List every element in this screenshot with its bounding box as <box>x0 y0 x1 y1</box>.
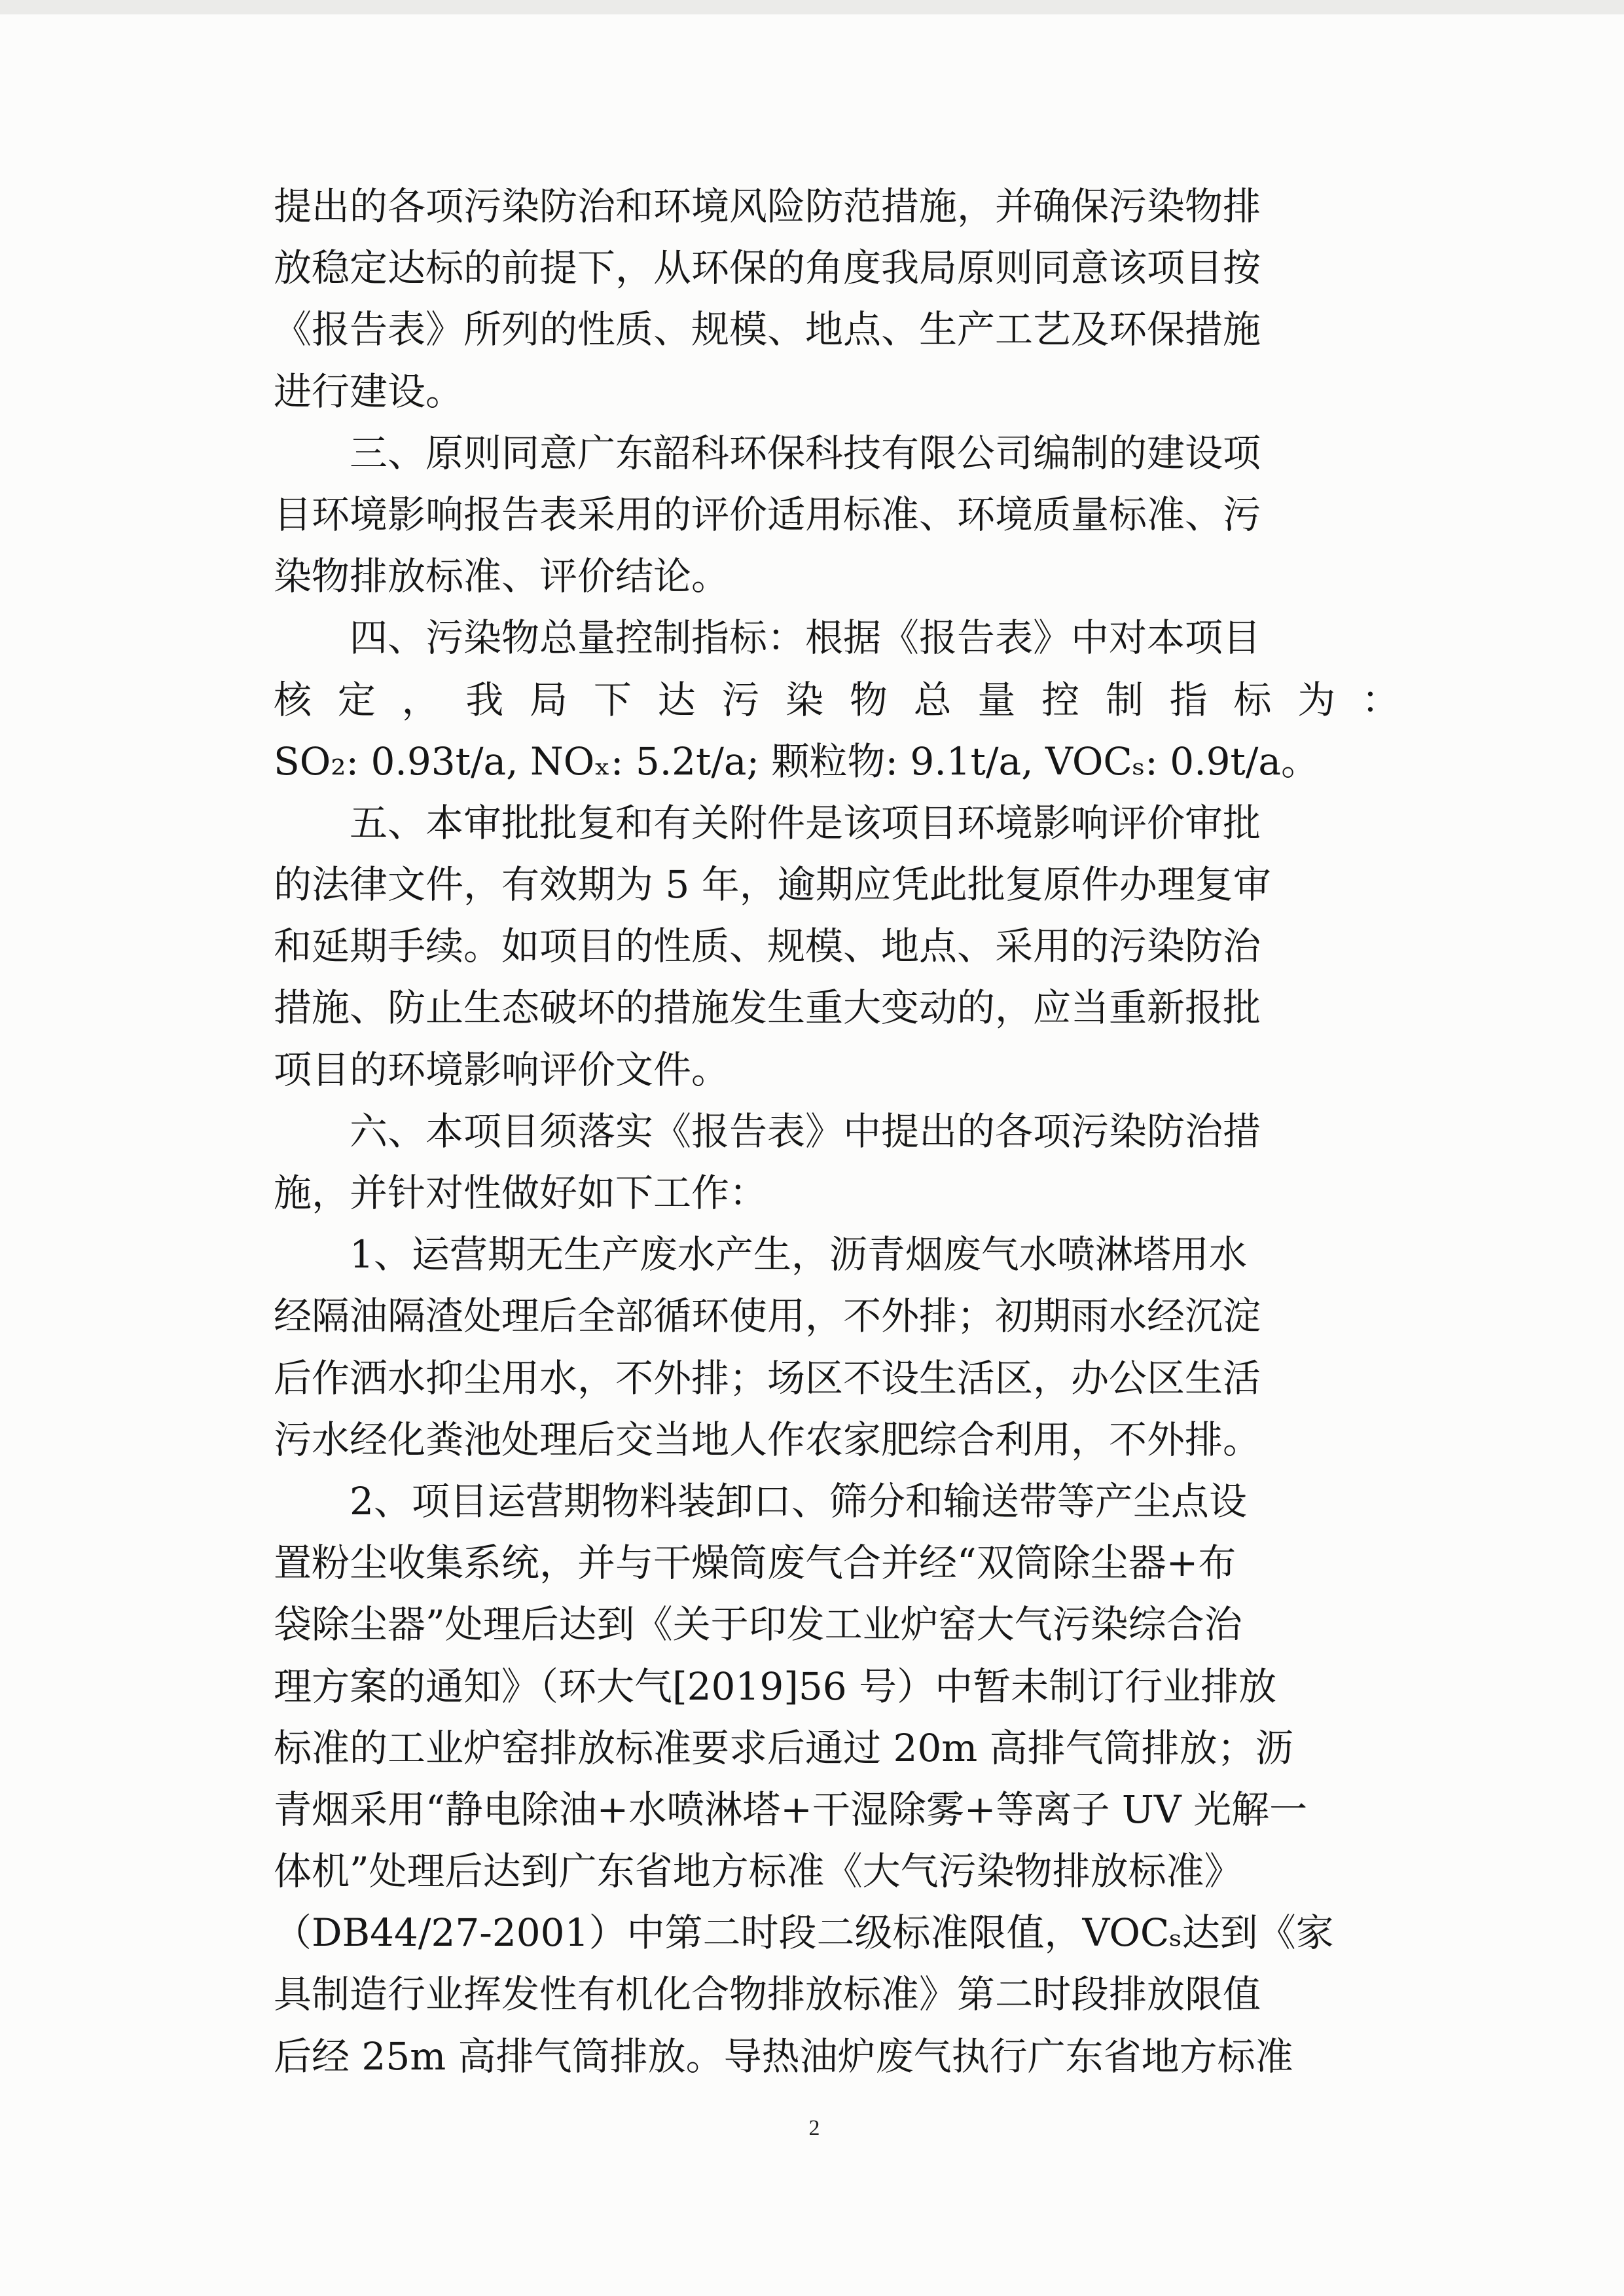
body-line: 的法律文件，有效期为 5 年，逾期应凭此批复原件办理复审 <box>274 862 1271 907</box>
body-line: （DB44/27-2001）中第二时段二级标准限值，VOCₛ达到《家 <box>274 1910 1334 1956</box>
paragraph-3-heading-line: 三、原则同意广东韶科环保科技有限公司编制的建设项 <box>350 430 1261 475</box>
body-line: 后作洒水抑尘用水，不外排；场区不设生活区，办公区生活 <box>274 1355 1261 1400</box>
body-line: 标准的工业炉窑排放标准要求后通过 20m 高排气筒排放；沥 <box>274 1725 1293 1770</box>
body-line: 青烟采用“静电除油+水喷淋塔+干湿除雾+等离子 UV 光解一 <box>274 1787 1308 1832</box>
body-line: 袋除尘器”处理后达到《关于印发工业炉窑大气污染综合治 <box>274 1602 1242 1647</box>
body-line: 体机”处理后达到广东省地方标准《大气污染物排放标准》 <box>274 1849 1242 1894</box>
document-body <box>274 175 1399 2087</box>
body-line: 施，并针对性做好如下工作： <box>274 1171 768 1215</box>
body-line: 理方案的通知》（环大气[2019]56 号）中暂未制订行业排放 <box>274 1664 1277 1709</box>
body-line: 目环境影响报告表采用的评价适用标准、环境质量标准、污 <box>274 492 1261 537</box>
body-line: 进行建设。 <box>274 369 464 414</box>
paragraph-4-heading-line: 四、污染物总量控制指标：根据《报告表》中对本项目 <box>350 615 1261 661</box>
body-line: 放稳定达标的前提下，从环保的角度我局原则同意该项目按 <box>274 246 1261 291</box>
body-line-spaced: 核定，我局下达污染物总量控制指标为： <box>274 677 1399 722</box>
body-line: 污水经化粪池处理后交当地人作农家肥综合利用，不外排。 <box>274 1417 1261 1462</box>
body-line: 后经 25m 高排气筒排放。导热油炉废气执行广东省地方标准 <box>274 2033 1293 2079</box>
body-line: 染物排放标准、评价结论。 <box>274 554 730 599</box>
body-line: 《报告表》所列的性质、规模、地点、生产工艺及环保措施 <box>274 307 1261 352</box>
body-line: 措施、防止生态破坏的措施发生重大变动的，应当重新报批 <box>274 985 1261 1030</box>
body-line: 提出的各项污染防治和环境风险防范措施，并确保污染物排 <box>274 184 1261 228</box>
paragraph-6-heading-line: 六、本项目须落实《报告表》中提出的各项污染防治措 <box>350 1108 1261 1154</box>
emission-limits-line: SO₂: 0.93t/a, NOₓ: 5.2t/a; 颗粒物: 9.1t/a, VOCₛ: 0.9t/a。 <box>274 738 1319 784</box>
body-line: 经隔油隔渣处理后全部循环使用，不外排；初期雨水经沉淀 <box>274 1294 1261 1339</box>
item-2-heading-line: 2、项目运营期物料装卸口、筛分和输送带等产尘点设 <box>350 1478 1247 1523</box>
body-line: 置粉尘收集系统，并与干燥筒废气合并经“双筒除尘器+布 <box>274 1540 1236 1586</box>
scan-top-edge <box>0 0 1624 14</box>
body-line: 具制造行业挥发性有机化合物排放标准》第二时段排放限值 <box>274 1972 1261 2017</box>
body-line: 项目的环境影响评价文件。 <box>274 1047 730 1092</box>
body-line: 和延期手续。如项目的性质、规模、地点、采用的污染防治 <box>274 924 1261 969</box>
item-1-heading-line: 1、运营期无生产废水产生，沥青烟废气水喷淋塔用水 <box>350 1232 1247 1277</box>
page-number: 2 <box>808 2116 820 2140</box>
paragraph-5-heading-line: 五、本审批批复和有关附件是该项目环境影响评价审批 <box>350 800 1261 845</box>
